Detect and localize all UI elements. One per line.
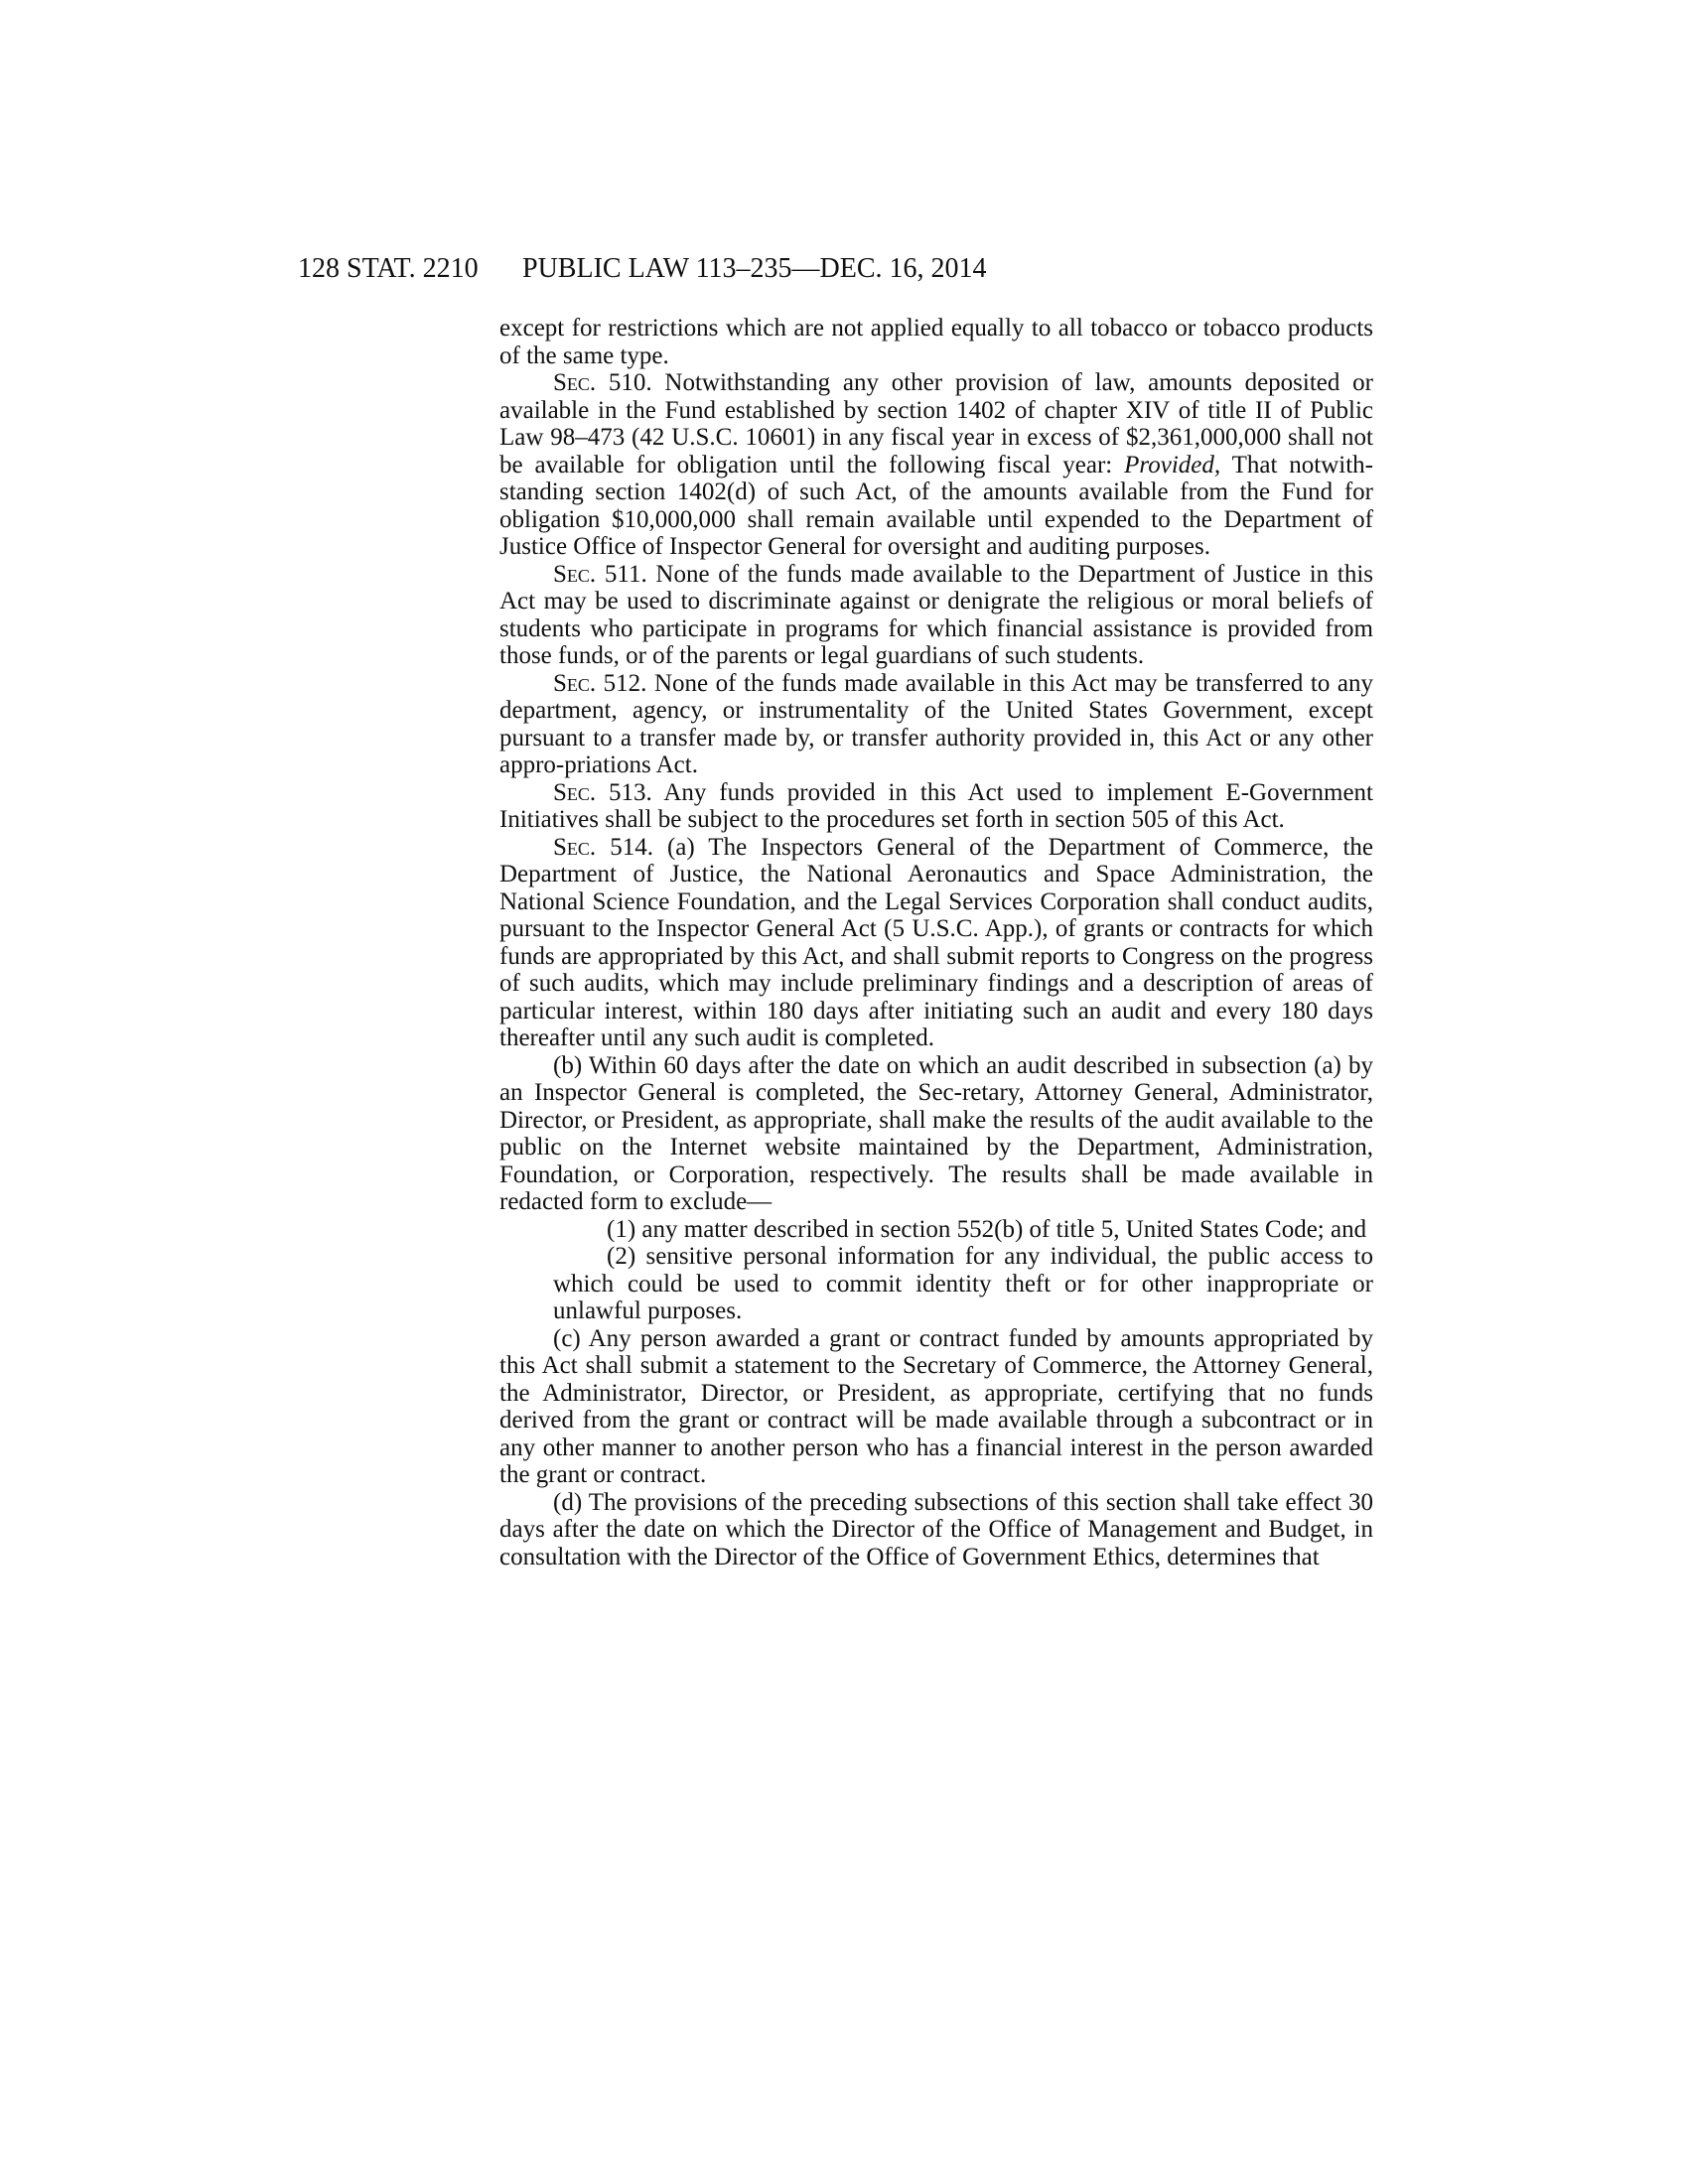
section-514-d: (d) The provisions of the preceding subsections of this section shall take effect 30 days after the date on which the Director of the Office of Management and Budget, in consultation with the Director of the Office of Government Ethics, determines that bbox=[499, 1488, 1373, 1570]
section-512: Sec. 512. None of the funds made available in this Act may be transferred to any department, agency, or instrumentality of the United States Government, except pursuant to a transfer made by, or transfer authority provided in, this Act or any other appro-priations Act. bbox=[499, 669, 1373, 778]
section-label: Sec. bbox=[553, 833, 597, 861]
paragraph-continuation: except for restrictions which are not applied equally to all tobacco or tobacco products of the same type. bbox=[499, 315, 1373, 369]
section-514-b: (b) Within 60 days after the date on which an audit described in subsection (a) by an Inspector General is completed, the Sec-retary, Attorney General, Administrator, Director, or President, as appropriate, shall make the results of the audit available to the public on the Internet website maintained by the Department, Administration, Foundation, or Corporation, respectively. The results shall be made available in redacted form to exclude— bbox=[499, 1051, 1373, 1215]
section-label: Sec. bbox=[553, 560, 597, 588]
provided-term: Provided, bbox=[1124, 451, 1221, 478]
page-header bbox=[298, 253, 1370, 293]
public-law-title: PUBLIC LAW 113–235—DEC. 16, 2014 bbox=[522, 253, 987, 284]
section-label: Sec. bbox=[553, 778, 597, 806]
document-body bbox=[499, 315, 1373, 1570]
section-511: Sec. 511. None of the funds made available to the Department of Justice in this Act may be used to discriminate against or denigrate the religious or moral beliefs of students who participate in programs for which financial assistance is provided from those funds, or of the parents or legal guardians of such students. bbox=[499, 560, 1373, 669]
section-label: Sec. bbox=[553, 369, 597, 396]
section-514-b-2: (2) sensitive personal information for any individual, the public access to which could be used to commit identity theft or for other inappropriate or unlawful purposes. bbox=[553, 1243, 1373, 1324]
section-514-b-1: (1) any matter described in section 552(b) of title 5, United States Code; and bbox=[607, 1215, 1367, 1243]
statute-page-number: 128 STAT. 2210 bbox=[298, 253, 479, 284]
section-label: Sec. bbox=[553, 669, 597, 697]
section-514-a: Sec. 514. (a) The Inspectors General of the Department of Commerce, the Department of Justice, the National Aeronautics and Space Administration, the National Science Foundation, and the Legal Services Corporation shall conduct audits, pursuant to the Inspector General Act (5 U.S.C. App.), of grants or contracts for which funds are appropriated by this Act, and shall submit reports to Congress on the progress of such audits, which may include preliminary findings and a description of areas of particular interest, within 180 days after initiating such an audit and every 180 days thereafter until any such audit is completed. bbox=[499, 833, 1373, 1051]
section-513: Sec. 513. Any funds provided in this Act used to implement E-Government Initiatives shall be subject to the procedures set forth in section 505 of this Act. bbox=[499, 778, 1373, 833]
section-510: Sec. 510. Notwithstanding any other provision of law, amounts deposited or available in the Fund established by section 1402 of chapter XIV of title II of Public Law 98–473 (42 U.S.C. 10601) in any fiscal year in excess of $2,361,000,000 shall not be available for obligation until the following fiscal year: Provided, That notwith-standing section 1402(d) of such Act, of the amounts available from the Fund for obligation $10,000,000 shall remain available until expended to the Department of Justice Office of Inspector General for oversight and auditing purposes. bbox=[499, 369, 1374, 560]
section-514-c: (c) Any person awarded a grant or contract funded by amounts appropriated by this Act shall submit a statement to the Secretary of Commerce, the Attorney General, the Administrator, Director, or President, as appropriate, certifying that no funds derived from the grant or contract will be made available through a subcontract or in any other manner to another person who has a financial interest in the person awarded the grant or contract. bbox=[499, 1324, 1373, 1488]
